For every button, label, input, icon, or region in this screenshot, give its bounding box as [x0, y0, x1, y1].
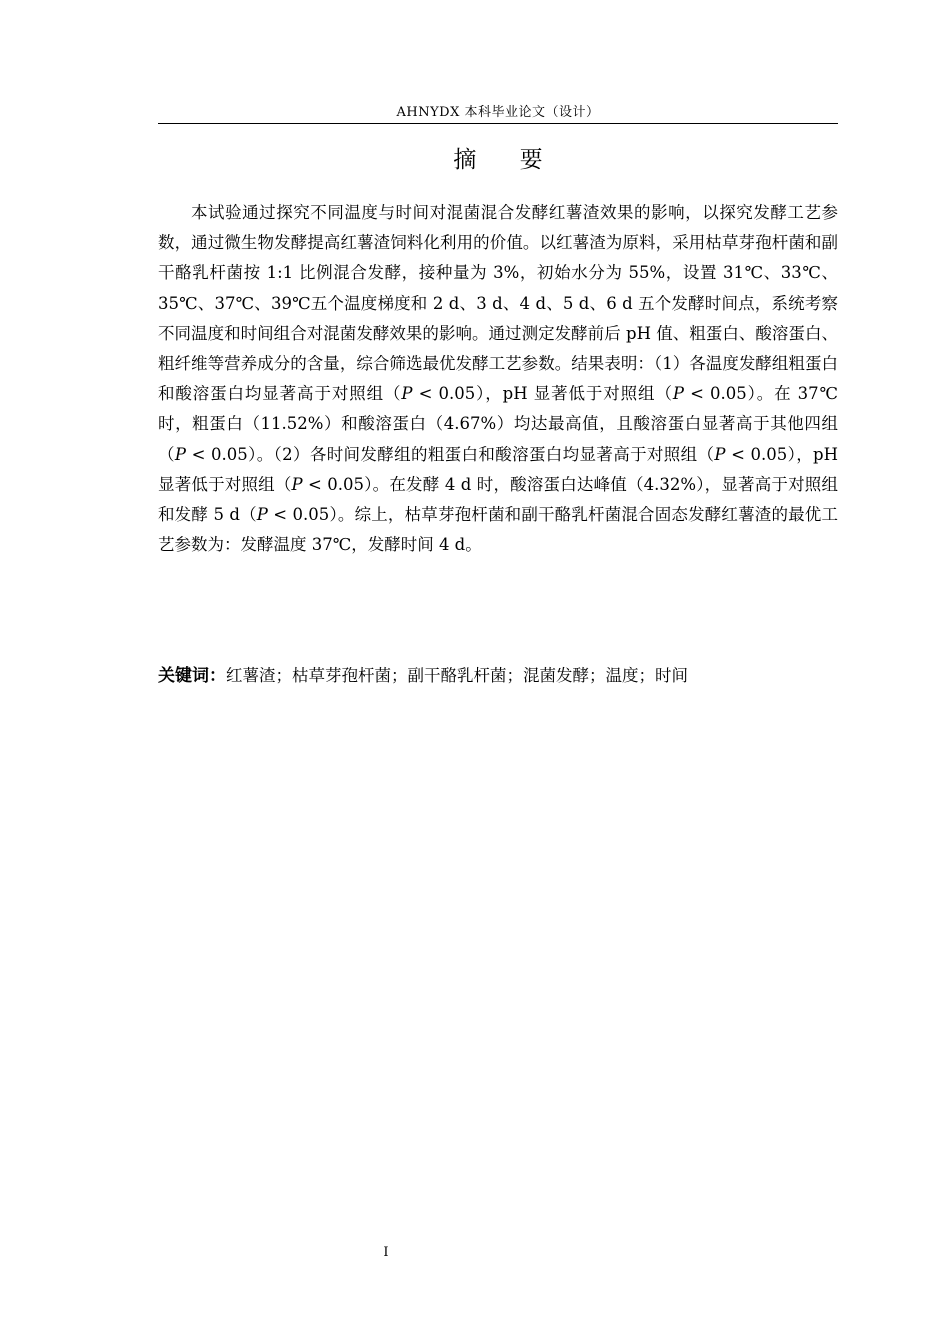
- abstract-text: < 0.05），pH 显著低于对照组（: [158, 444, 838, 494]
- keywords-text: 红薯渣；枯草芽孢杆菌；副干酪乳杆菌；混菌发酵；温度；时间: [226, 666, 688, 685]
- abstract-body: [158, 198, 838, 560]
- page-number: I: [383, 1245, 389, 1260]
- abstract-text: < 0.05）。在 37℃时，粗蛋白（11.52%）和酸溶蛋白（4.67%）均达最高值，且酸溶蛋白显著高于其他四组（: [158, 384, 838, 464]
- keywords-label: 关键词：: [158, 666, 226, 686]
- p-value-symbol: P: [672, 384, 684, 404]
- p-value-symbol: P: [401, 384, 413, 404]
- abstract-title: 摘 要: [453, 147, 561, 173]
- abstract-text: < 0.05）。在发酵 4 d 时，酸溶蛋白达峰值（4.32%），显著高于对照组和发酵 5 d（: [158, 474, 838, 525]
- abstract-text: < 0.05）。综上，枯草芽孢杆菌和副干酪乳杆菌混合固态发酵红薯渣的最优工艺参数为：发酵温度 37℃，发酵时间 4 d。: [158, 505, 838, 555]
- p-value-symbol: P: [174, 444, 186, 464]
- p-value-symbol: P: [291, 474, 303, 494]
- abstract-text: 本试验通过探究不同温度与时间对混菌混合发酵红薯渣效果的影响，以探究发酵工艺参数，通过微生物发酵提高红薯渣饲料化利用的价值。以红薯渣为原料，采用枯草芽孢杆菌和副干酪乳杆菌按 1:1 比例混合发酵，接种量为 3%，初始水分为 55%，设置 31℃、33℃、35℃、37℃、39℃五个温度梯度和 2 d、3 d、4 d、5 d、6 d 五个发酵时间点，系统考察不同温度和时间组合对混菌发酵效果的影响。通过测定发酵前后 pH 值、粗蛋白、酸溶蛋白、粗纤维等营养成分的含量，综合筛选最优发酵工艺参数。结果表明：（1）各温度发酵组粗蛋白和酸溶蛋白均显著高于对照组（: [158, 203, 838, 404]
- abstract-text: < 0.05）。（2）各时间发酵组的粗蛋白和酸溶蛋白均显著高于对照组（: [185, 444, 715, 464]
- running-header: AHNYDX 本科毕业论文（设计）: [396, 105, 600, 120]
- p-value-symbol: P: [256, 505, 268, 525]
- abstract-text: < 0.05），pH 显著低于对照组（: [412, 384, 673, 404]
- p-value-symbol: P: [714, 444, 726, 464]
- header-rule: [158, 123, 838, 124]
- keywords: [158, 662, 838, 690]
